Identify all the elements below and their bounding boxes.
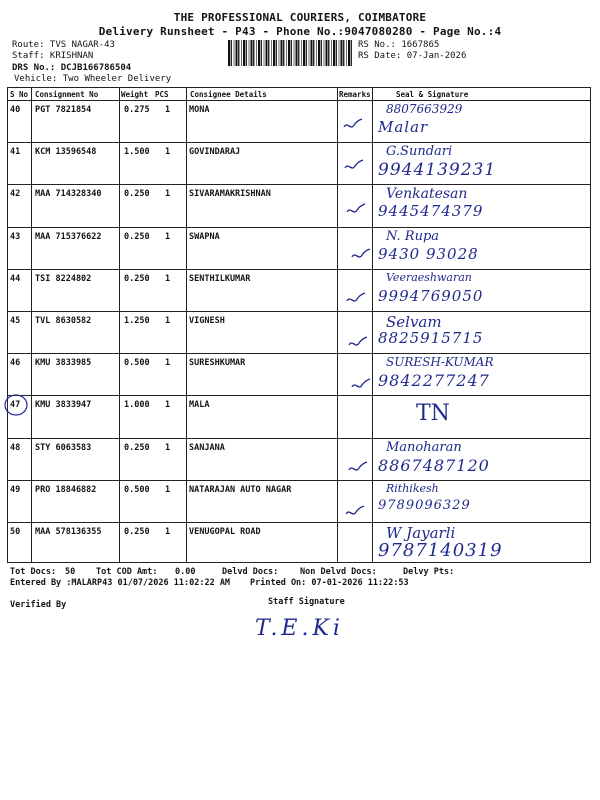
row-consignment-no: KMU 3833985	[35, 358, 92, 369]
handwritten-phone: 9842277247	[378, 371, 490, 391]
row-pcs: 1	[165, 527, 171, 537]
row-consignment-no: MAA 578136355	[35, 527, 102, 537]
row-consignment-no: MAA 715376622	[35, 231, 102, 242]
handwritten-phone: 9445474379	[378, 202, 484, 221]
row-pcs: 1	[165, 105, 171, 115]
remark-tick-mark	[343, 158, 365, 174]
page-subtitle: Delivery Runsheet - P43 - Phone No.:9047080280 - Page No.:4	[98, 25, 502, 38]
col-header-pcs: PCS	[155, 90, 169, 99]
vehicle-label: Vehicle: Two Wheeler Delivery	[14, 74, 172, 84]
row-sno: 49	[10, 484, 21, 495]
handwritten-phone: 9787140319	[378, 540, 503, 561]
remark-tick-mark	[345, 202, 367, 218]
row-pcs: 1	[165, 147, 171, 158]
col-header-remarks: Remarks	[339, 90, 371, 99]
route-label: Route: TVS NAGAR-43	[12, 40, 115, 50]
row-pcs: 1	[165, 400, 171, 411]
row-consignee: NATARAJAN AUTO NAGAR	[189, 484, 292, 495]
handwritten-phone: Malar	[378, 118, 429, 136]
row-consignment-no: MAA 714328340	[35, 189, 102, 200]
row-weight: 0.250	[124, 527, 150, 537]
handwritten-name: 8807663929	[386, 102, 463, 116]
verified-by-label: Verified By	[10, 600, 67, 610]
row-consignment-no: TSI 8224802	[35, 273, 92, 284]
remark-tick-mark	[345, 291, 367, 307]
handwritten-name: W Jayarli	[386, 524, 456, 542]
col-header-signature: Seal & Signature	[396, 90, 469, 99]
row-weight: 0.250	[124, 231, 150, 242]
remark-tick-mark	[350, 377, 372, 393]
row-sno: 47	[10, 400, 21, 411]
row-pcs: 1	[165, 273, 171, 284]
handwritten-phone: 8867487120	[378, 455, 490, 475]
col-header-consignee: Consignee Details	[190, 90, 267, 99]
row-consignee: SWAPNA	[189, 231, 220, 242]
handwritten-name: Venkatesan	[386, 186, 468, 203]
handwritten-phone: 9430 93028	[378, 244, 479, 263]
row-consignee: SURESHKUMAR	[189, 358, 246, 369]
runsheet-table	[7, 87, 591, 563]
rs-date: RS Date: 07-Jan-2026	[358, 51, 467, 61]
row-weight: 0.500	[124, 484, 150, 495]
tot-docs-label: Tot Docs:	[10, 567, 57, 577]
handwritten-name: Manoharan	[386, 439, 462, 455]
row-consignment-no: TVL 8630582	[35, 316, 92, 326]
handwritten-name: SURESH-KUMAR	[386, 355, 494, 370]
delvd-docs-label: Delvd Docs:	[222, 567, 279, 577]
row-weight: 1.000	[124, 400, 150, 411]
row-consignment-no: KCM 13596548	[35, 147, 97, 158]
row-consignee: GOVINDARAJ	[189, 147, 241, 158]
staff-signature-label: Staff Signature	[268, 597, 345, 607]
row-consignee: SIVARAMAKRISHNAN	[189, 189, 271, 200]
drs-number: DRS No.: DCJB166786504	[12, 63, 132, 73]
row-pcs: 1	[165, 484, 171, 495]
barcode	[228, 40, 353, 66]
cod-value: 0.00	[175, 567, 196, 577]
handwritten-name: Selvam	[386, 313, 442, 331]
row-consignee: SANJANA	[189, 442, 225, 453]
row-sno: 45	[10, 316, 21, 326]
remark-tick-mark	[347, 460, 369, 476]
handwritten-phone: 9944139231	[378, 160, 497, 181]
row-weight: 0.250	[124, 189, 150, 200]
row-consignee: SENTHILKUMAR	[189, 273, 251, 284]
row-pcs: 1	[165, 442, 171, 453]
row-sno: 41	[10, 147, 21, 158]
entered-by: Entered By :MALARP43 01/07/2026 11:02:22 AM	[10, 578, 231, 588]
row-pcs: 1	[165, 231, 171, 242]
tot-docs-value: 50	[65, 567, 76, 577]
row-consignee: MALA	[189, 400, 210, 411]
col-header-weight: Weight	[121, 90, 149, 99]
handwritten-name: Rithikesh	[386, 481, 439, 495]
staff-signature: T.E.Ki	[255, 616, 344, 641]
row-consignment-no: STY 6063583	[35, 442, 92, 453]
row-weight: 1.250	[124, 316, 150, 326]
row-pcs: 1	[165, 189, 171, 200]
handwritten-signature: TN	[416, 401, 450, 427]
row-consignment-no: PGT 7821854	[35, 105, 92, 115]
remark-tick-mark	[342, 117, 364, 133]
printed-on: Printed On: 07-01-2026 11:22:53	[250, 578, 409, 588]
remark-tick-mark	[344, 504, 366, 520]
page-title: THE PROFESSIONAL COURIERS, COIMBATORE	[173, 11, 427, 24]
row-weight: 0.250	[124, 442, 150, 453]
handwritten-phone: 9994769050	[378, 286, 484, 305]
row-weight: 0.275	[124, 105, 150, 115]
handwritten-name: G.Sundari	[386, 144, 453, 160]
row-consignee: MONA	[189, 105, 210, 115]
col-header-sno: S No	[10, 90, 29, 99]
row-sno: 40	[10, 105, 21, 115]
handwritten-phone: 8825915715	[378, 329, 484, 347]
row-consignee: VIGNESH	[189, 316, 225, 326]
handwritten-phone: 9789096329	[378, 497, 471, 513]
non-delvd-docs-label: Non Delvd Docs:	[300, 567, 377, 577]
delvy-pts-label: Delvy Pts:	[403, 567, 455, 577]
row-sno: 42	[10, 189, 21, 200]
row-consignment-no: PRO 18846882	[35, 484, 97, 495]
row-pcs: 1	[165, 316, 171, 326]
rs-number: RS No.: 1667865	[358, 40, 440, 50]
col-header-consignment: Consignment No	[35, 90, 99, 99]
cod-label: Tot COD Amt:	[96, 567, 158, 577]
row-sno: 44	[10, 273, 21, 284]
row-consignee: VENUGOPAL ROAD	[189, 527, 261, 537]
row-sno: 48	[10, 442, 21, 453]
row-sno: 50	[10, 527, 21, 537]
row-sno: 43	[10, 231, 21, 242]
row-weight: 0.500	[124, 358, 150, 369]
handwritten-name: Veeraeshwaran	[386, 270, 472, 284]
row-weight: 0.250	[124, 273, 150, 284]
remark-tick-mark	[350, 247, 372, 263]
remark-tick-mark	[347, 335, 369, 351]
row-consignment-no: KMU 3833947	[35, 400, 92, 411]
staff-label: Staff: KRISHNAN	[12, 51, 94, 61]
row-weight: 1.500	[124, 147, 150, 158]
circle-mark	[2, 392, 30, 418]
handwritten-name: N. Rupa	[386, 228, 440, 244]
row-pcs: 1	[165, 358, 171, 369]
row-sno: 46	[10, 358, 21, 369]
